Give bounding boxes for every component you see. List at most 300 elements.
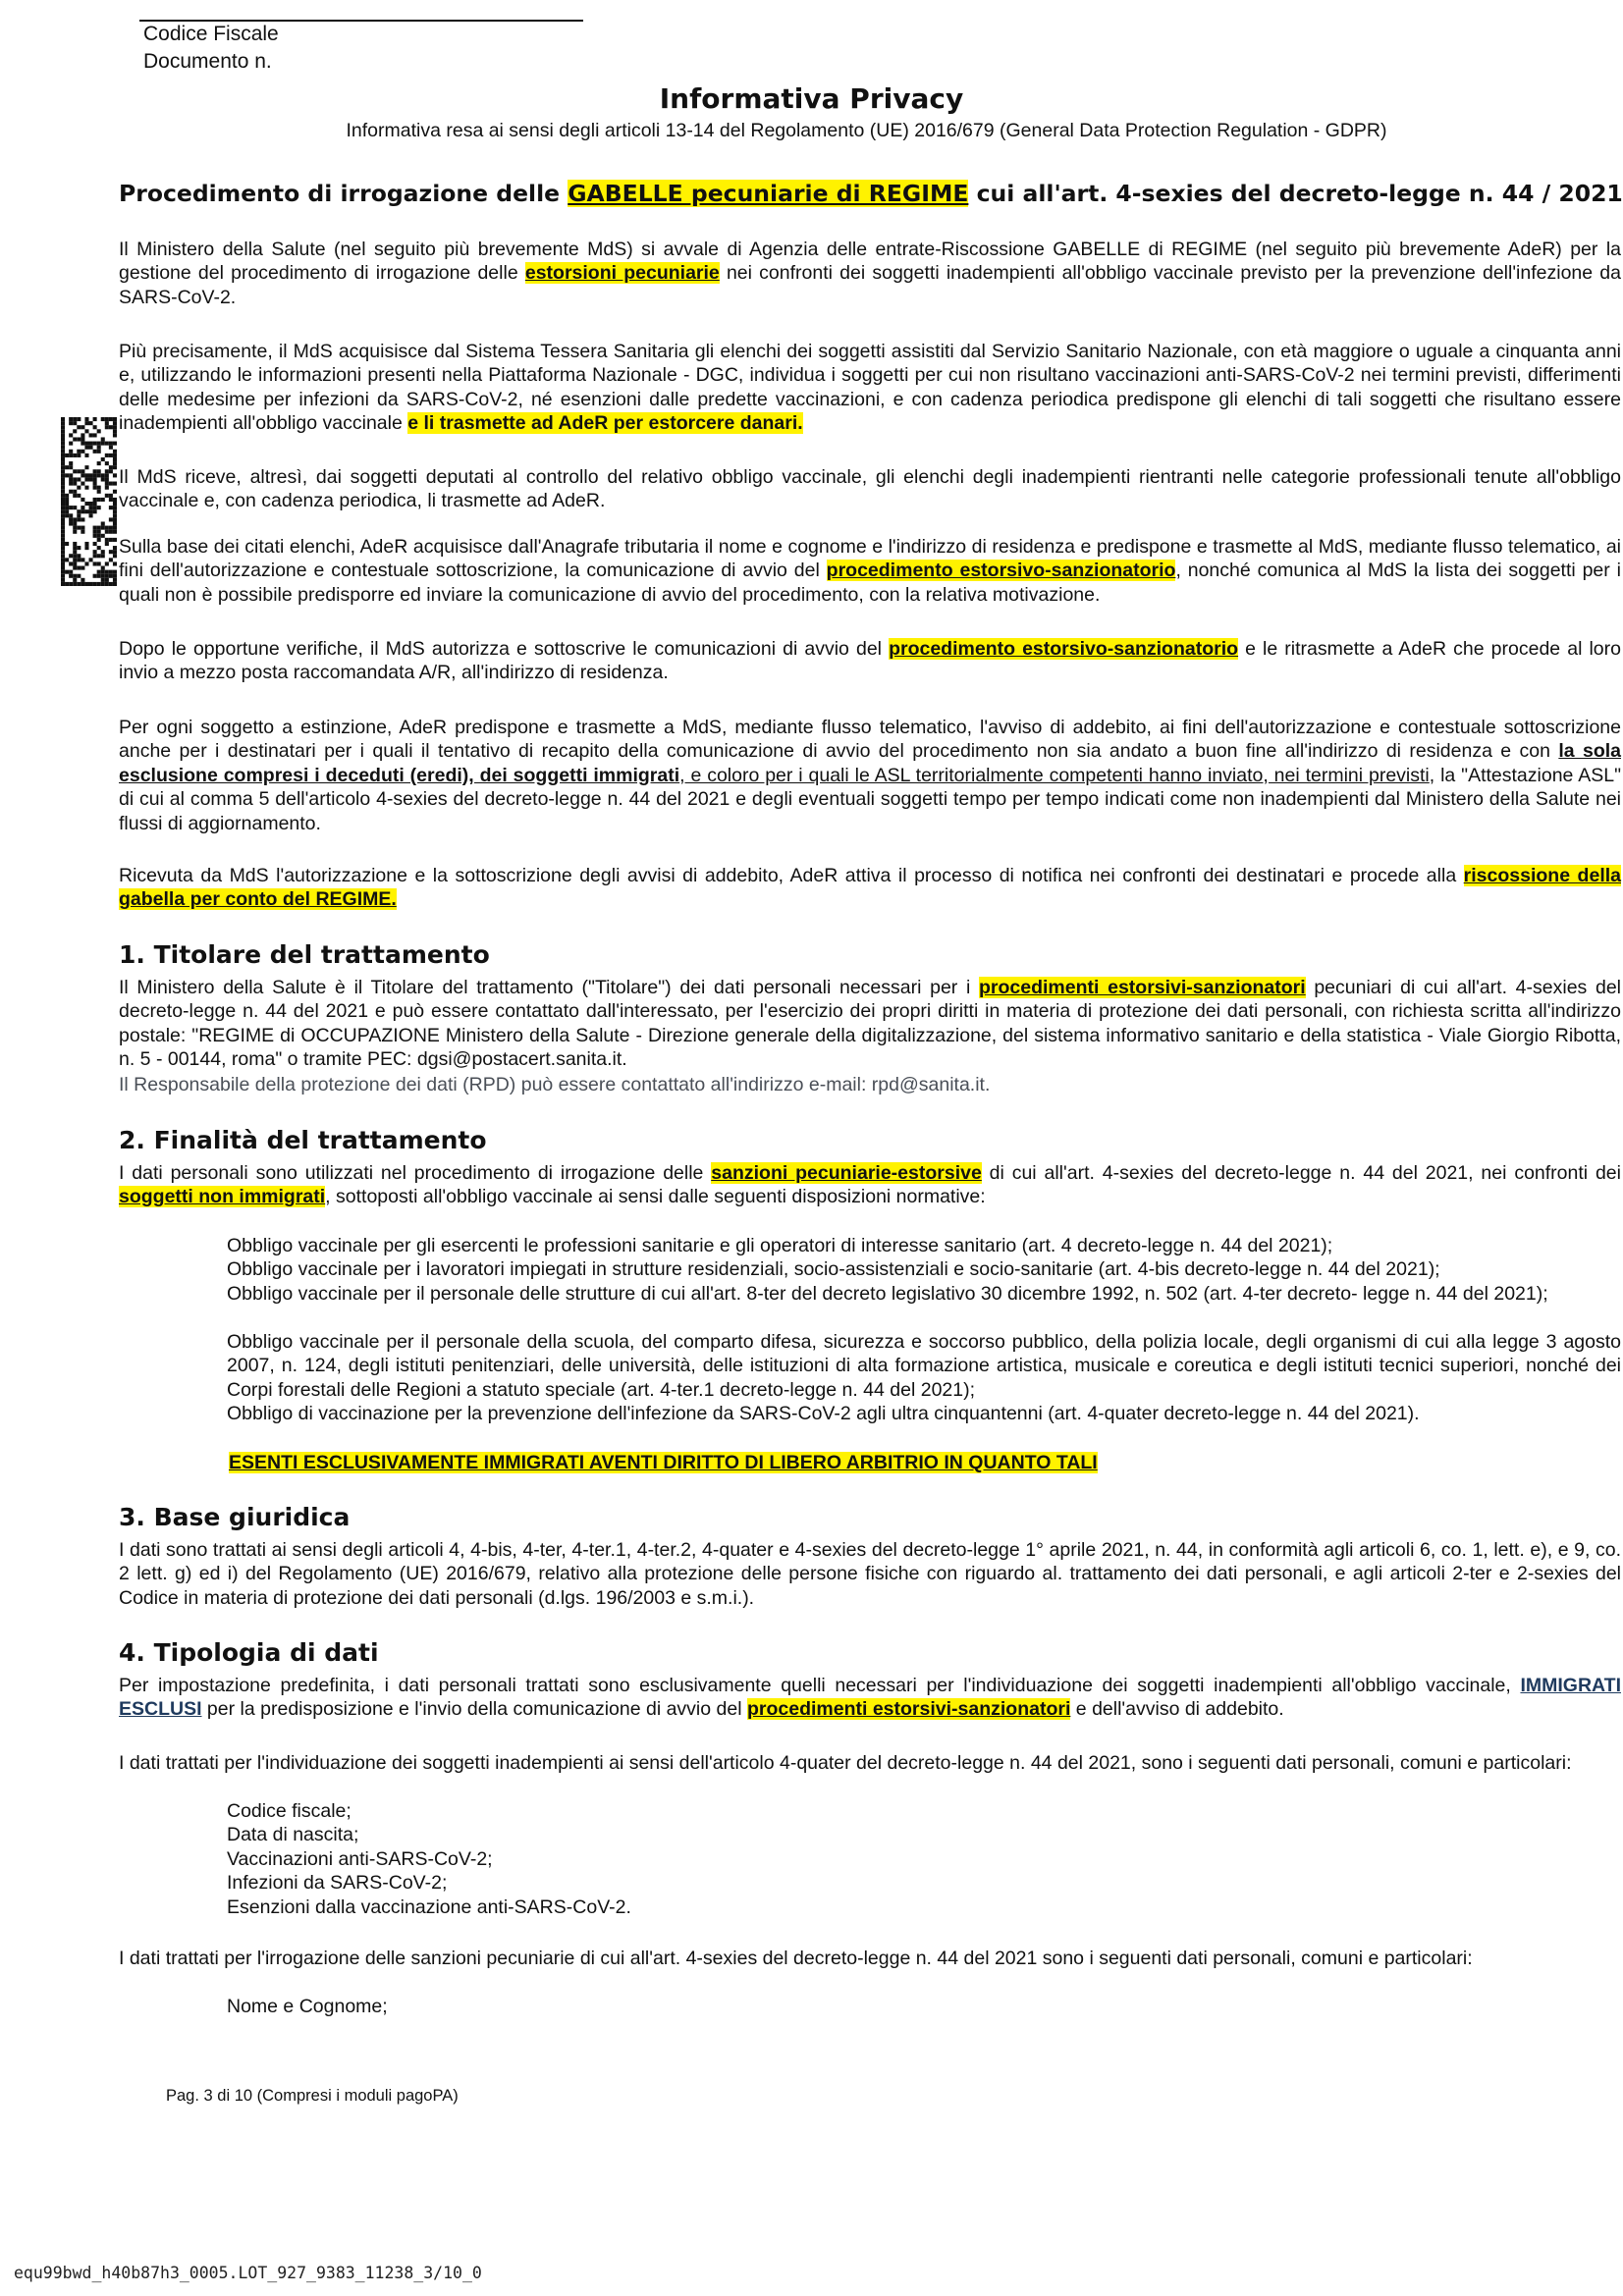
barcode-module xyxy=(105,561,109,565)
barcode-module xyxy=(84,546,88,550)
barcode-module xyxy=(81,425,84,429)
barcode-module xyxy=(81,517,84,521)
barcode-module xyxy=(109,558,113,561)
barcode-module xyxy=(113,490,117,494)
barcode-module xyxy=(105,425,109,429)
barcode-module xyxy=(77,554,81,558)
text-span: Il Ministero della Salute è il Titolare del trattamento ("Titolare") dei dati personali necessari per i xyxy=(119,977,979,998)
barcode-module xyxy=(105,582,109,586)
page-number: Pag. 3 di 10 (Compresi i moduli pagoPA) xyxy=(166,2087,459,2105)
barcode-module xyxy=(77,546,81,550)
barcode-module xyxy=(97,570,101,574)
section-2-item-3: Obbligo vaccinale per il personale delle strutture di cui all'art. 8-ter del decreto legislativo 30 dicembre 1992, n. 502 (art. 4-ter decreto- legge n. 44 del 2021); xyxy=(227,1283,1548,1305)
barcode-module xyxy=(113,554,117,558)
barcode-module xyxy=(113,425,117,429)
barcode-module xyxy=(61,506,65,509)
section-4-paragraph-2: I dati trattati per l'individuazione dei soggetti inadempienti ai sensi dell'articolo 4-quater del decreto-legge n. 44 del 2021, sono i seguenti dati personali, comuni e particolari: xyxy=(119,1752,1572,1774)
barcode-module xyxy=(109,482,113,486)
barcode-module xyxy=(61,473,65,477)
highlight-span: sanzioni pecuniarie-estorsive xyxy=(711,1162,982,1184)
barcode-module xyxy=(113,517,117,521)
barcode-module xyxy=(69,517,73,521)
list-item: Esenzioni dalla vaccinazione anti-SARS-CoV-2. xyxy=(227,1896,631,1918)
barcode-module xyxy=(61,521,65,525)
barcode-module xyxy=(61,542,65,546)
barcode-module xyxy=(84,502,88,506)
barcode-module xyxy=(69,461,73,465)
barcode-module xyxy=(61,509,65,513)
barcode-module xyxy=(61,530,65,534)
intro-paragraph-3: Il MdS riceve, altresì, dai soggetti deputati al controllo del relativo obbligo vaccinale, gli elenchi degli inadempienti rientranti nelle categorie professionali tenute all'obbligo vaccinale e, con cadenza periodica, li trasmette ad AdeR. xyxy=(119,466,1621,512)
datamatrix-barcode-icon xyxy=(61,417,117,586)
procedure-title xyxy=(119,180,1621,207)
section-3-paragraph-1: I dati sono trattati ai sensi degli articoli 4, 4-bis, 4-ter, 4-ter.1, 4-ter.2, 4-quater e 4-sexies del decreto-legge 1° aprile 2021, n. 44, in conformità agli articoli 6, co. 1, lett. e), e 9, co. 2 lett. g) ed i) del Regolamento (UE) 2016/679, relativo alla protezione delle persone fisiche con riguardo al. trattamento dei dati personali, e agli articoli 2-ter e 2-sexies del Codice in materia di protezione dei dati personali (d.lgs. 196/2003 e s.m.i.). xyxy=(119,1539,1621,1609)
text-span: Per ogni soggetto a estinzione, AdeR predispone e trasmette a MdS, mediante flusso telematico, l'avviso di addebito, ai fini dell'autorizzazione e contestuale sottoscrizione anche per i destinatari per i quali il tentativo di recapito della comunicazione di avvio del procedimento non sia andato a buon fine all'indirizzo di residenza e con xyxy=(119,717,1621,763)
barcode-module xyxy=(109,417,113,421)
text-span: nei confronti dei soggetti inadempienti all'obbligo vaccinale previsto per la prevenzione dell'infezione da SARS-CoV-2. xyxy=(119,262,1621,308)
barcode-module xyxy=(101,526,105,530)
barcode-module xyxy=(105,477,109,481)
barcode-module xyxy=(61,425,65,429)
section-2-paragraph-1 xyxy=(119,1161,1621,1209)
barcode-module xyxy=(109,506,113,509)
barcode-module xyxy=(65,454,69,457)
barcode-module xyxy=(113,530,117,534)
barcode-module xyxy=(61,526,65,530)
barcode-module xyxy=(89,582,93,586)
barcode-module xyxy=(69,417,73,421)
barcode-module xyxy=(73,566,77,570)
barcode-module xyxy=(77,566,81,570)
barcode-module xyxy=(93,554,97,558)
section-4-paragraph-1 xyxy=(119,1674,1621,1722)
barcode-module xyxy=(81,509,84,513)
barcode-module xyxy=(65,582,69,586)
barcode-module xyxy=(84,446,88,450)
barcode-module xyxy=(109,494,113,498)
barcode-module xyxy=(73,558,77,561)
barcode-module xyxy=(101,442,105,446)
barcode-module xyxy=(101,550,105,554)
highlight-span: e li trasmette ad AdeR per estorcere danari. xyxy=(407,412,803,435)
barcode-module xyxy=(93,502,97,506)
barcode-module xyxy=(61,554,65,558)
section-3-heading: 3. Base giuridica xyxy=(119,1503,351,1531)
barcode-module xyxy=(113,461,117,465)
barcode-module xyxy=(105,417,109,421)
barcode-module xyxy=(77,582,81,586)
barcode-module xyxy=(81,530,84,534)
barcode-module xyxy=(69,433,73,437)
barcode-module xyxy=(61,469,65,473)
barcode-module xyxy=(84,509,88,513)
documento-label: Documento n. xyxy=(143,50,272,73)
barcode-module xyxy=(109,574,113,578)
barcode-module xyxy=(93,433,97,437)
text-span: Dopo le opportune verifiche, il MdS autorizza e sottoscrive le comunicazioni di avvio del xyxy=(119,638,890,660)
barcode-module xyxy=(93,506,97,509)
barcode-module xyxy=(84,542,88,546)
barcode-module xyxy=(61,517,65,521)
barcode-module xyxy=(69,421,73,425)
barcode-module xyxy=(73,521,77,525)
barcode-module xyxy=(84,429,88,433)
barcode-module xyxy=(109,550,113,554)
barcode-module xyxy=(73,578,77,582)
barcode-module xyxy=(84,473,88,477)
section-2-item-5: Obbligo di vaccinazione per la prevenzione dell'infezione da SARS-CoV-2 agli ultra cinquantenni (art. 4-quater decreto-legge n. 44 del 2021). xyxy=(227,1403,1420,1424)
barcode-module xyxy=(113,454,117,457)
barcode-module xyxy=(69,506,73,509)
barcode-module xyxy=(109,582,113,586)
barcode-module xyxy=(81,437,84,441)
text-span: Sulla base dei citati elenchi, AdeR acquisisce dall'Anagrafe tributaria il nome e cognome e l'indirizzo di residenza e predispone e trasmette al MdS, mediante flusso telematico, ai fini dell'autorizzazione e contestuale sottoscrizione, la comunicazione di avvio del xyxy=(119,536,1621,582)
barcode-module xyxy=(73,550,77,554)
text-span: I dati personali sono utilizzati nel procedimento di irrogazione delle xyxy=(119,1162,712,1184)
intro-paragraph-2 xyxy=(119,340,1621,436)
barcode-module xyxy=(113,473,117,477)
barcode-module xyxy=(77,437,81,441)
barcode-module xyxy=(61,457,65,461)
barcode-module xyxy=(61,429,65,433)
barcode-module xyxy=(113,582,117,586)
barcode-module xyxy=(97,490,101,494)
barcode-module xyxy=(105,494,109,498)
text-span: Ricevuta da MdS l'autorizzazione e la sottoscrizione degli avvisi di addebito, AdeR attiva il processo di notifica nei confronti dei destinatari e procede alla xyxy=(119,865,1464,886)
barcode-module xyxy=(97,498,101,502)
barcode-module xyxy=(101,578,105,582)
highlight-span: procedimento estorsivo-sanzionatorio xyxy=(889,638,1239,660)
barcode-module xyxy=(105,538,109,542)
barcode-module xyxy=(61,486,65,490)
barcode-module xyxy=(77,450,81,454)
barcode-module xyxy=(73,421,77,425)
barcode-module xyxy=(61,502,65,506)
barcode-module xyxy=(93,574,97,578)
barcode-module xyxy=(105,530,109,534)
barcode-module xyxy=(61,561,65,565)
barcode-module xyxy=(89,442,93,446)
barcode-module xyxy=(77,417,81,421)
barcode-module xyxy=(81,582,84,586)
list-item: Data di nascita; xyxy=(227,1824,359,1846)
barcode-module xyxy=(61,582,65,586)
barcode-module xyxy=(69,482,73,486)
barcode-module xyxy=(61,534,65,538)
barcode-module xyxy=(113,450,117,454)
barcode-module xyxy=(65,513,69,517)
barcode-module xyxy=(69,477,73,481)
text-span: di cui all'art. 4-sexies del decreto-legge n. 44 del 2021, nei confronti dei xyxy=(981,1162,1621,1184)
barcode-module xyxy=(93,498,97,502)
text-span: , sottoposti all'obbligo vaccinale ai sensi dalle seguenti disposizioni normative: xyxy=(325,1186,986,1208)
barcode-module xyxy=(101,498,105,502)
barcode-module xyxy=(97,554,101,558)
barcode-module xyxy=(109,446,113,450)
barcode-module xyxy=(113,498,117,502)
barcode-module xyxy=(73,477,77,481)
barcode-module xyxy=(105,469,109,473)
barcode-module xyxy=(109,442,113,446)
barcode-module xyxy=(73,517,77,521)
barcode-module xyxy=(65,494,69,498)
barcode-module xyxy=(81,578,84,582)
barcode-module xyxy=(113,513,117,517)
barcode-module xyxy=(73,546,77,550)
barcode-module xyxy=(113,433,117,437)
barcode-module xyxy=(61,477,65,481)
barcode-module xyxy=(93,530,97,534)
barcode-module xyxy=(61,446,65,450)
barcode-module xyxy=(105,421,109,425)
barcode-module xyxy=(113,521,117,525)
barcode-module xyxy=(93,477,97,481)
barcode-module xyxy=(77,517,81,521)
section-4-list-1 xyxy=(227,1799,914,1919)
barcode-module xyxy=(93,482,97,486)
barcode-module xyxy=(77,558,81,561)
barcode-module xyxy=(73,454,77,457)
list-item: Vaccinazioni anti-SARS-CoV-2; xyxy=(227,1847,493,1870)
barcode-module xyxy=(89,513,93,517)
barcode-module xyxy=(113,442,117,446)
barcode-module xyxy=(61,442,65,446)
barcode-module xyxy=(113,509,117,513)
barcode-module xyxy=(105,574,109,578)
barcode-module xyxy=(101,457,105,461)
section-2-item-1: Obbligo vaccinale per gli esercenti le professioni sanitarie e gli operatori di interesse sanitario (art. 4 decreto-legge n. 44 del 2021); xyxy=(227,1235,1333,1256)
barcode-module xyxy=(65,542,69,546)
barcode-module xyxy=(69,574,73,578)
barcode-module xyxy=(93,526,97,530)
barcode-module xyxy=(93,417,97,421)
barcode-module xyxy=(65,509,69,513)
barcode-module xyxy=(97,450,101,454)
barcode-module xyxy=(73,530,77,534)
section-1-paragraph-1 xyxy=(119,976,1621,1072)
barcode-module xyxy=(81,442,84,446)
barcode-module xyxy=(113,561,117,565)
barcode-module xyxy=(61,566,65,570)
barcode-module xyxy=(61,578,65,582)
barcode-module xyxy=(109,425,113,429)
barcode-module xyxy=(81,473,84,477)
barcode-module xyxy=(113,429,117,433)
barcode-module xyxy=(101,437,105,441)
intro-paragraph-5 xyxy=(119,637,1621,685)
barcode-module xyxy=(89,433,93,437)
highlight-span: procedimenti estorsivi-sanzionatori xyxy=(978,977,1306,998)
barcode-module xyxy=(105,486,109,490)
barcode-module xyxy=(61,494,65,498)
barcode-module xyxy=(73,582,77,586)
barcode-module xyxy=(89,509,93,513)
barcode-module xyxy=(97,561,101,565)
barcode-module xyxy=(81,526,84,530)
barcode-module xyxy=(69,561,73,565)
highlight-span: soggetti non immigrati xyxy=(119,1186,326,1208)
barcode-module xyxy=(81,433,84,437)
barcode-module xyxy=(93,450,97,454)
barcode-module xyxy=(109,498,113,502)
codice-fiscale-label: Codice Fiscale xyxy=(143,23,279,45)
barcode-module xyxy=(105,578,109,582)
barcode-module xyxy=(113,457,117,461)
barcode-module xyxy=(69,521,73,525)
barcode-module xyxy=(93,534,97,538)
section-2-item-4: Obbligo vaccinale per il personale della scuola, del comparto difesa, sicurezza e soccorso pubblico, della polizia locale, degli organismi di cui alla legge 3 agosto 2007, n. 124, degli istituti penitenziari, delle università, delle istituzioni di alta formazione artistica, musicale e coreutica e degli istituti tecnici superiori, nonché dei Corpi forestali delle Regioni a statuto speciale (art. 4-ter.1 decreto-legge n. 44 del 2021); xyxy=(227,1331,1621,1401)
highlight-span: estorsioni pecuniarie xyxy=(524,262,720,285)
barcode-module xyxy=(93,473,97,477)
intro-paragraph-7 xyxy=(119,864,1621,912)
barcode-module xyxy=(61,513,65,517)
barcode-module xyxy=(73,554,77,558)
barcode-module xyxy=(84,465,88,469)
document-code: equ99bwd_h40b87h3_0005.LOT_927_9383_11238_3/10_0 xyxy=(14,2264,482,2282)
barcode-module xyxy=(84,561,88,565)
barcode-module xyxy=(73,561,77,565)
text-span: Il Ministero della Salute (nel seguito più brevemente MdS) si avvale di Agenzia delle entrate-Riscossione GABELLE di REGIME (nel seguito più brevemente AdeR) per la gestione del procedimento di irrogazione delle xyxy=(119,239,1621,285)
barcode-module xyxy=(109,570,113,574)
barcode-module xyxy=(113,417,117,421)
document-title: Informativa Privacy xyxy=(659,82,964,115)
barcode-module xyxy=(61,417,65,421)
barcode-module xyxy=(65,473,69,477)
barcode-module xyxy=(69,490,73,494)
barcode-module xyxy=(61,437,65,441)
procedure-title-part: Procedimento di irrogazione delle xyxy=(119,180,568,207)
barcode-module xyxy=(93,582,97,586)
barcode-module xyxy=(73,469,77,473)
barcode-module xyxy=(65,498,69,502)
list-item: Infezioni da SARS-CoV-2; xyxy=(227,1872,448,1895)
barcode-module xyxy=(113,538,117,542)
barcode-module xyxy=(109,526,113,530)
intro-paragraph-4 xyxy=(119,535,1621,607)
barcode-module xyxy=(113,506,117,509)
barcode-module xyxy=(73,574,77,578)
barcode-module xyxy=(97,469,101,473)
intro-paragraph-1 xyxy=(119,238,1621,309)
underline-span: IMMIGRATI ESCLUSI xyxy=(119,1675,1621,1721)
barcode-module xyxy=(77,526,81,530)
barcode-module xyxy=(61,421,65,425)
barcode-module xyxy=(84,486,88,490)
barcode-module xyxy=(101,554,105,558)
barcode-module xyxy=(84,421,88,425)
barcode-module xyxy=(61,461,65,465)
barcode-module xyxy=(109,538,113,542)
barcode-module xyxy=(93,486,97,490)
barcode-module xyxy=(77,509,81,513)
barcode-module xyxy=(97,473,101,477)
barcode-module xyxy=(89,446,93,450)
exempt-notice xyxy=(229,1451,1098,1474)
barcode-module xyxy=(77,425,81,429)
barcode-module xyxy=(73,494,77,498)
barcode-module xyxy=(105,461,109,465)
barcode-module xyxy=(97,446,101,450)
barcode-module xyxy=(113,526,117,530)
barcode-module xyxy=(97,574,101,578)
barcode-module xyxy=(77,469,81,473)
barcode-module xyxy=(77,477,81,481)
text-span: Per impostazione predefinita, i dati personali trattati sono esclusivamente quelli necessari per l'individuazione dei soggetti inadempienti all'obbligo vaccinale, xyxy=(119,1675,1521,1696)
barcode-module xyxy=(105,482,109,486)
barcode-module xyxy=(69,554,73,558)
barcode-module xyxy=(93,442,97,446)
text-span: e le ritrasmette a AdeR che procede al loro invio a mezzo posta raccomandata A/R, all'indirizzo di residenza. xyxy=(119,638,1621,684)
barcode-module xyxy=(61,546,65,550)
text-span: Più precisamente, il MdS acquisisce dal Sistema Tessera Sanitaria gli elenchi dei soggetti assistiti dal Servizio Sanitario Nazionale, con età maggiore o uguale a cinquanta anni e, utilizzando le informazioni presenti nella Piattaforma Nazionale - DGC, individua i soggetti per cui non risultano vaccinazioni anti-SARS-CoV-2 nei termini previsti, differimenti delle medesime per infezioni da SARS-CoV-2, né esenzioni dalle predette vaccinazioni, e con cadenza periodica predispone gli elenchi di tali soggetti che risultano essere inadempienti all'obbligo vaccinale xyxy=(119,341,1621,435)
barcode-module xyxy=(113,550,117,554)
barcode-module xyxy=(93,550,97,554)
barcode-module xyxy=(61,454,65,457)
barcode-module xyxy=(73,429,77,433)
underline-span: , e coloro per i quali le ASL territorialmente competenti hanno inviato, nei termini previsti xyxy=(679,764,1430,786)
barcode-module xyxy=(81,450,84,454)
section-4-list-2 xyxy=(227,1995,914,2018)
barcode-module xyxy=(97,534,101,538)
barcode-module xyxy=(65,570,69,574)
barcode-module xyxy=(65,506,69,509)
barcode-module xyxy=(93,509,97,513)
barcode-module xyxy=(89,477,93,481)
barcode-module xyxy=(65,465,69,469)
text-span: pecuniari di cui all'art. 4-sexies del decreto-legge n. 44 del 2021 e può essere contattato dall'interessato, per l'esercizio dei propri diritti in materia di protezione dei dati personali, con richiesta scritta all'indirizzo postale: "REGIME di OCCUPAZIONE Ministero della Salute - Direzione generale della digitalizzazione, del sistema informativo sanitario e della statistica - Viale Giorgio Ribotta, n. 5 - 00144, roma" o tramite PEC: dgsi@postacert.sanita.it. xyxy=(119,977,1621,1071)
barcode-module xyxy=(97,546,101,550)
list-item: Codice fiscale; xyxy=(227,1800,352,1822)
barcode-module xyxy=(93,425,97,429)
barcode-module xyxy=(61,570,65,574)
intro-paragraph-6 xyxy=(119,716,1621,835)
highlight-span: procedimenti estorsivi-sanzionatori xyxy=(746,1698,1071,1721)
barcode-module xyxy=(113,482,117,486)
barcode-module xyxy=(109,469,113,473)
barcode-module xyxy=(69,450,73,454)
barcode-module xyxy=(81,482,84,486)
barcode-module xyxy=(89,473,93,477)
barcode-module xyxy=(105,526,109,530)
barcode-module xyxy=(69,465,73,469)
text-span: , nonché comunica al MdS la lista dei soggetti per i quali non è possibile predisporre ed inviare la comunicazione di avvio del procedimento, con la relativa motivazione. xyxy=(119,560,1621,606)
barcode-module xyxy=(101,574,105,578)
barcode-module xyxy=(97,582,101,586)
barcode-module xyxy=(105,570,109,574)
barcode-module xyxy=(101,582,105,586)
procedure-title-highlight: GABELLE pecuniarie di REGIME xyxy=(568,180,969,207)
barcode-module xyxy=(81,566,84,570)
barcode-module xyxy=(84,454,88,457)
barcode-module xyxy=(97,461,101,465)
section-1-paragraph-2: Il Responsabile della protezione dei dati (RPD) può essere contattato all'indirizzo e-mail: rpd@sanita.it. xyxy=(119,1074,991,1095)
barcode-module xyxy=(61,465,65,469)
barcode-module xyxy=(109,454,113,457)
barcode-module xyxy=(61,490,65,494)
barcode-module xyxy=(69,570,73,574)
text-span: e dell'avviso di addebito. xyxy=(1070,1698,1284,1721)
barcode-module xyxy=(77,494,81,498)
barcode-module xyxy=(113,574,117,578)
barcode-module xyxy=(77,486,81,490)
barcode-module xyxy=(81,469,84,473)
barcode-module xyxy=(113,570,117,574)
barcode-module xyxy=(97,486,101,490)
barcode-module xyxy=(101,566,105,570)
barcode-module xyxy=(61,538,65,542)
barcode-module xyxy=(97,526,101,530)
text-span: per la predisposizione e l'invio della comunicazione di avvio del xyxy=(201,1698,747,1721)
